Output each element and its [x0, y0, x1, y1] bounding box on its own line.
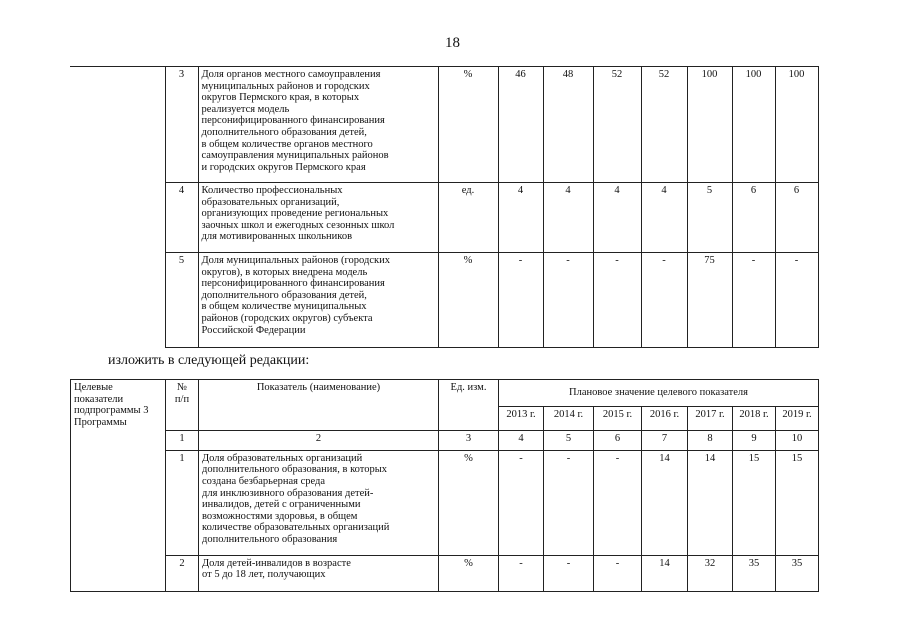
header-target-indicators: Целевые показатели подпрограммы 3 Программы	[71, 380, 166, 431]
column-number: 1	[166, 430, 199, 450]
value-2015: 52	[593, 67, 641, 183]
value-2017: 5	[687, 183, 732, 253]
value-2017: 75	[687, 253, 732, 348]
column-number: 2	[199, 430, 439, 450]
year-2016: 2016 г.	[642, 406, 688, 430]
value-2013: -	[499, 450, 544, 555]
table-row	[70, 67, 818, 183]
value-2015: 4	[593, 183, 641, 253]
unit: ед.	[438, 183, 498, 253]
value-2013: -	[499, 555, 544, 591]
value-2013: 4	[498, 183, 543, 253]
value-2015: -	[594, 450, 642, 555]
value-2016: 14	[642, 450, 688, 555]
column-number: 9	[733, 430, 776, 450]
unit: %	[438, 253, 498, 348]
value-2015: -	[594, 555, 642, 591]
value-2014: 4	[543, 183, 593, 253]
table-row	[70, 183, 818, 253]
column-numbers-row	[71, 430, 819, 450]
indicator-name: Доля органов местного самоуправления муниципальных районов и городских округов Пермского края, в которых реализуется модель персонифицированного финансирования дополнительного образования детей, в общем количестве органов местного самоуправления муниципальных районов и городских округов Пермского края	[198, 67, 438, 183]
value-2019: 6	[775, 183, 818, 253]
header-indicator-name: Показатель (наименование)	[199, 380, 439, 431]
intro-text: изложить в следующей редакции:	[108, 353, 310, 368]
row-number: 2	[166, 555, 199, 591]
value-2018: 6	[732, 183, 775, 253]
column-number: 7	[642, 430, 688, 450]
row-number: 5	[165, 253, 198, 348]
value-2014: -	[544, 555, 594, 591]
row-number: 3	[165, 67, 198, 183]
header-plan-value: Плановое значение целевого показателя	[499, 380, 819, 407]
year-2015: 2015 г.	[594, 406, 642, 430]
table-row	[71, 450, 819, 555]
indicator-name: Количество профессиональных образовательных организаций, организующих проведение региональных заочных школ и ежегодных сезонных школ для мотивированных школьников	[198, 183, 438, 253]
value-2016: 14	[642, 555, 688, 591]
value-2018: -	[732, 253, 775, 348]
value-2019: 15	[776, 450, 819, 555]
indicator-name: Доля детей-инвалидов в возрасте от 5 до 18 лет, получающих	[199, 555, 439, 591]
header-number: № п/п	[166, 380, 199, 431]
column-number: 6	[594, 430, 642, 450]
value-2016: 4	[641, 183, 687, 253]
value-2017: 32	[688, 555, 733, 591]
value-2014: -	[543, 253, 593, 348]
column-number: 4	[499, 430, 544, 450]
value-2017: 100	[687, 67, 732, 183]
value-2016: -	[641, 253, 687, 348]
table-row	[70, 253, 818, 348]
value-2018: 35	[733, 555, 776, 591]
year-2019: 2019 г.	[776, 406, 819, 430]
value-2018: 15	[733, 450, 776, 555]
value-2017: 14	[688, 450, 733, 555]
value-2013: -	[498, 253, 543, 348]
indicator-name: Доля образовательных организаций дополнительного образования, в которых создана безбарьерная среда для инклюзивного образования детей- инвалидов, детей с ограниченными возможностями здоровья, в общем количестве образовательных организаций дополнительного образования	[199, 450, 439, 555]
year-2014: 2014 г.	[544, 406, 594, 430]
row-number: 1	[166, 450, 199, 555]
column-number: 3	[439, 430, 499, 450]
page-number: 18	[445, 35, 460, 51]
header-row	[71, 380, 819, 407]
column-number: 5	[544, 430, 594, 450]
value-2019: 100	[775, 67, 818, 183]
value-2015: -	[593, 253, 641, 348]
new-indicators-table	[70, 379, 819, 592]
column-number: 10	[776, 430, 819, 450]
value-2019: 35	[776, 555, 819, 591]
year-2013: 2013 г.	[499, 406, 544, 430]
unit: %	[439, 450, 499, 555]
value-2016: 52	[641, 67, 687, 183]
table-row	[71, 555, 819, 591]
column-number: 8	[688, 430, 733, 450]
value-2014: 48	[543, 67, 593, 183]
year-2017: 2017 г.	[688, 406, 733, 430]
year-2018: 2018 г.	[733, 406, 776, 430]
unit: %	[439, 555, 499, 591]
value-2014: -	[544, 450, 594, 555]
value-2018: 100	[732, 67, 775, 183]
indicator-name: Доля муниципальных районов (городских округов), в которых внедрена модель персонифицированного финансирования дополнительного образования детей, в общем количестве муниципальных районов (городских округов) субъекта Российской Федерации	[198, 253, 438, 348]
header-unit: Ед. изм.	[439, 380, 499, 431]
previous-indicators-table	[70, 66, 819, 348]
value-2019: -	[775, 253, 818, 348]
row-number: 4	[165, 183, 198, 253]
unit: %	[438, 67, 498, 183]
value-2013: 46	[498, 67, 543, 183]
